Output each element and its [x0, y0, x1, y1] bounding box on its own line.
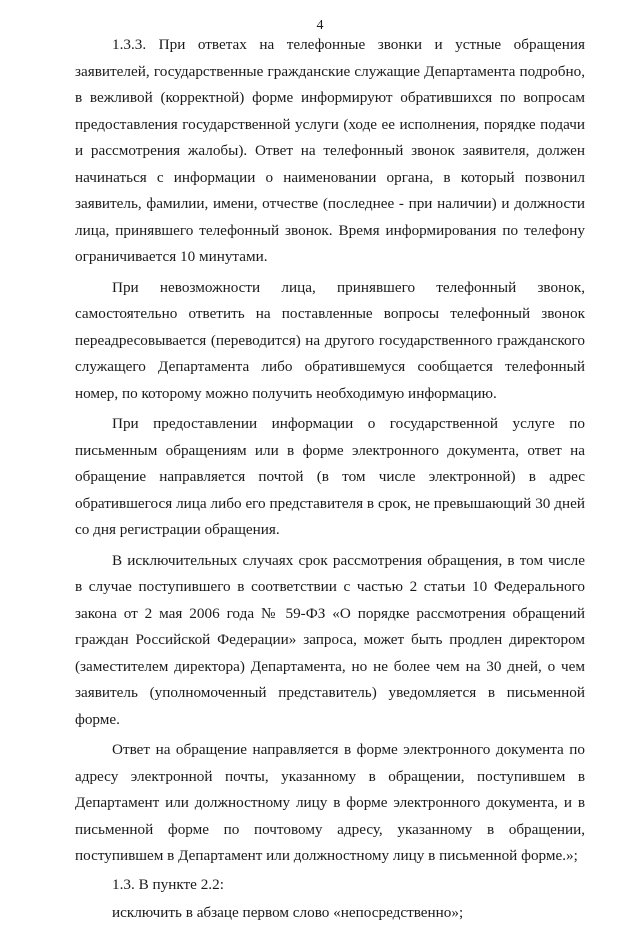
- paragraph-1-3-3: 1.3.3. При ответах на телефонные звонки и устные обращения заявителей, государственные гражданские служащие Департамента подробно, в вежливой (корректной) форме информируют обратившихся по вопросам предоставления государственной услуги (ходе ее исполнения, порядке подачи и рассмотрения жалобы). Ответ на телефонный звонок заявителя, должен начинаться с информации о наименовании органа, в который позвонил заявитель, фамилии, имени, отчестве (последнее - при наличии) и должности лица, принявшего телефонный звонок. Время информирования по телефону ограничивается 10 минутами.: [75, 36, 585, 265]
- paragraph-written-requests: При предоставлении информации о государственной услуге по письменным обращениям или в форме электронного документа, ответ на обращение направляется почтой (в том числе электронной) в адрес обратившегося лица либо его представителя в срок, не превышающий 30 дней со дня регистрации обращения.: [75, 415, 585, 538]
- paragraph-remove-word: исключить в абзаце первом слово «непосредственно»;: [112, 904, 464, 921]
- page-number: 4: [316, 18, 324, 33]
- document-body: [75, 32, 585, 927]
- paragraph-1-3-clause: 1.3. В пункте 2.2:: [112, 875, 224, 893]
- paragraph-exceptional-cases: В исключительных случаях срок рассмотрения обращения, в том числе в случае поступившего в соответствии с частью 2 статьи 10 Федерального закона от 2 мая 2006 года № 59-ФЗ «О порядке рассмотрения обращений граждан Российской Федерации» запроса, может быть продлен директором (заместителем директора) Департамента, но не более чем на 30 дней, о чем заявитель (уполномоченный представитель) уведомляется в письменной форме.: [75, 551, 585, 728]
- paragraph-call-redirect: При невозможности лица, принявшего телефонный звонок, самостоятельно ответить на поставленные вопросы телефонный звонок переадресовывается (переводится) на другого государственного гражданского служащего Департамента либо обратившемуся сообщается телефонный номер, по которому можно получить необходимую информацию.: [75, 278, 585, 402]
- paragraph-response-form: Ответ на обращение направляется в форме электронного документа по адресу электронной почты, указанному в обращении, поступившем в Департамент или должностному лицу в форме электронного документа, и в письменной форме по почтовому адресу, указанному в обращении, поступившем в Департамент или должностному лицу в письменной форме.»;: [75, 741, 585, 864]
